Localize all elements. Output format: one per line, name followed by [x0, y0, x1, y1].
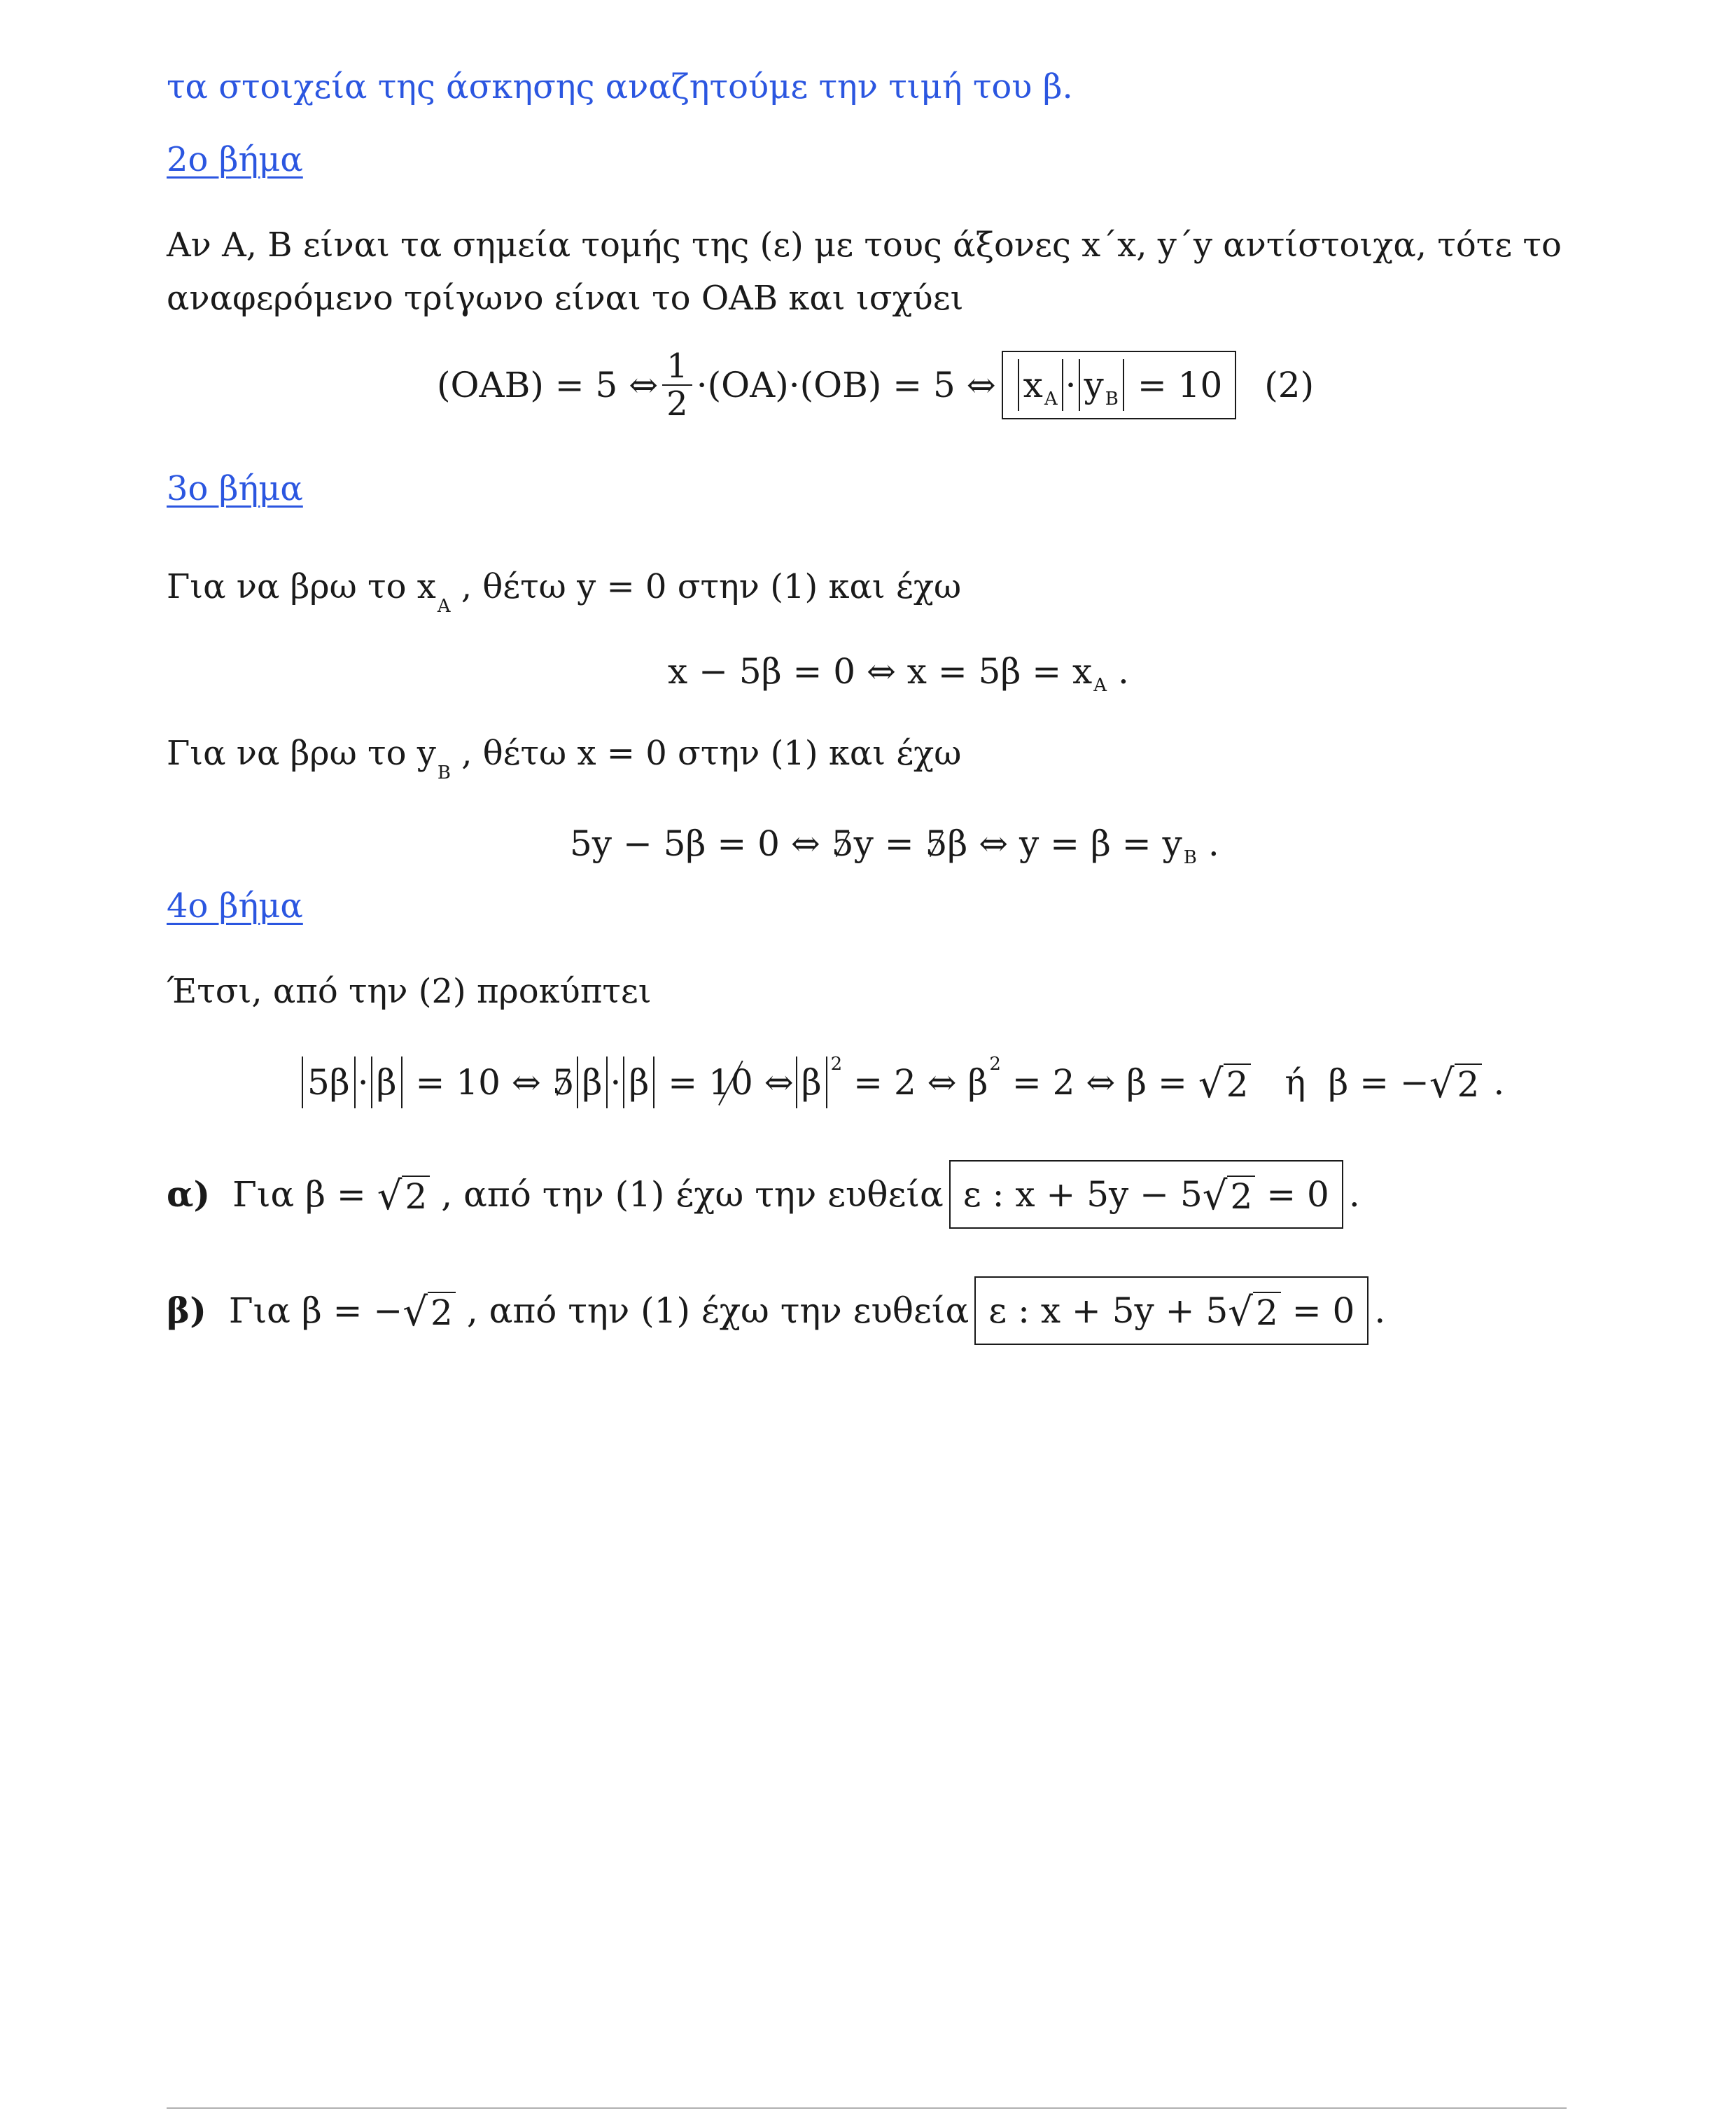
step2-eq-mid: ·(ΟΑ)·(ΟΒ) = 5 ⇔	[696, 365, 996, 405]
step3-line2-sub: B	[437, 762, 451, 783]
abs-b3	[623, 1056, 654, 1108]
yb-var: y	[1084, 365, 1104, 405]
abs-yb	[1079, 359, 1124, 411]
step3-eq2-cancel2: 5	[925, 819, 948, 868]
eq-part5: = 2 ⇔ β =	[1011, 1062, 1187, 1103]
answer-b-boxed	[974, 1276, 1368, 1345]
abs-b4-text: β	[801, 1062, 822, 1103]
step2-equation	[437, 346, 1314, 424]
sqrt2-radicand: 2	[1455, 1064, 1483, 1104]
step3-eq1	[668, 647, 1129, 696]
box-rhs: = 10	[1137, 365, 1223, 405]
answer-b	[167, 1276, 1385, 1346]
step2-boxed-result	[1002, 351, 1237, 419]
footer-rule	[167, 2107, 1567, 2109]
step3-line2-b: , θέτω x = 0 στην (1) και έχω	[461, 734, 962, 773]
step3-line1-b: , θέτω y = 0 στην (1) και έχω	[461, 567, 962, 606]
answer-a	[167, 1159, 1360, 1229]
answer-b-sqrt-radicand: 2	[428, 1292, 456, 1332]
abs-b1	[371, 1056, 402, 1108]
step2-frac-den: 2	[666, 384, 688, 424]
step4-line1: Έτσι, από την (2) προκύπτει	[167, 972, 652, 1011]
answer-b-label: β)	[167, 1290, 206, 1331]
eq-end: .	[1493, 1062, 1505, 1103]
step2-heading: 2ο βήμα	[167, 140, 303, 179]
answer-a-box-b: = 0	[1266, 1174, 1329, 1215]
answer-a-text-a: Για β =	[232, 1174, 366, 1215]
eq-part3: ⇔	[764, 1062, 794, 1103]
xa-var: x	[1023, 365, 1043, 405]
answer-b-box-sqrt-radicand: 2	[1253, 1292, 1281, 1332]
step3-heading: 3ο βήμα	[167, 469, 303, 508]
step3-eq2-b: y =	[853, 823, 914, 864]
answer-b-text-a: Για β = −	[228, 1290, 403, 1331]
step3-line2-a: Για να βρω το y	[167, 734, 436, 773]
answer-a-end: .	[1348, 1174, 1360, 1215]
step2-eq-left: (ΟΑΒ) = 5 ⇔	[437, 365, 659, 405]
step3-eq2-c: β ⇔ y = β = y	[947, 823, 1182, 864]
step3-line1-sub: A	[437, 596, 451, 617]
answer-a-sqrt: √ 2	[377, 1173, 430, 1216]
step2-fraction	[662, 348, 692, 422]
step3-line2	[167, 732, 962, 783]
abs-b3-text: β	[629, 1062, 650, 1103]
abs-b2-text: β	[582, 1062, 603, 1103]
eq-sup1: 2	[830, 1054, 843, 1075]
answer-a-box-a: ε : x + 5y − 5	[962, 1174, 1203, 1215]
answer-b-box-b: = 0	[1292, 1290, 1355, 1331]
abs-5b-text: 5β	[307, 1062, 350, 1103]
step3-eq2-a: 5y − 5β = 0 ⇔	[570, 823, 820, 864]
step3-eq1-text: x − 5β = 0 ⇔ x = 5β = x	[668, 651, 1093, 692]
eq-or: ή	[1284, 1062, 1306, 1103]
eq-sup2: 2	[989, 1054, 1001, 1075]
intro-line: τα στοιχεία της άσκησης αναζητούμε την τιμή του β.	[167, 67, 1073, 106]
answer-a-sqrt-radicand: 2	[402, 1176, 430, 1216]
yb-sub: B	[1105, 389, 1119, 410]
step4-equation	[300, 1049, 1504, 1116]
answer-a-box-sqrt: √ 2	[1203, 1173, 1256, 1216]
step4-heading: 4ο βήμα	[167, 886, 303, 926]
answer-a-boxed	[949, 1160, 1343, 1229]
xa-sub: A	[1044, 389, 1058, 410]
step2-frac-num: 1	[662, 348, 692, 386]
step3-eq1-sub: A	[1093, 675, 1107, 696]
eq-part1: = 10 ⇔	[415, 1062, 541, 1103]
abs-b4	[796, 1056, 827, 1108]
answer-b-box-a: ε : x + 5y + 5	[988, 1290, 1228, 1331]
step2-text-line2: αναφερόμενο τρίγωνο είναι το ΟΑΒ και ισχύει	[167, 279, 964, 318]
step3-eq2-cancel1: 5	[832, 819, 854, 868]
answer-b-sqrt: √ 2	[402, 1289, 456, 1332]
eq-dot1: ·	[357, 1062, 369, 1103]
eq-part4: = 2 ⇔ β	[853, 1062, 988, 1103]
box-dot: ·	[1065, 365, 1077, 405]
abs-xa	[1018, 359, 1063, 411]
step3-line1	[167, 566, 962, 617]
step3-eq1-end: .	[1118, 651, 1129, 692]
step2-text-line1: Αν Α, Β είναι τα σημεία τομής της (ε) με τους άξονες x΄x, y΄y αντίστοιχα, τότε το	[167, 225, 1562, 265]
answer-a-box-sqrt-radicand: 2	[1227, 1176, 1255, 1216]
step3-eq2	[570, 819, 1219, 868]
eq-dot2: ·	[610, 1062, 622, 1103]
abs-5b	[302, 1056, 356, 1108]
eq-cancel2: 10	[708, 1058, 753, 1107]
abs-b1-text: β	[376, 1062, 397, 1103]
answer-b-box-sqrt: √ 2	[1228, 1289, 1281, 1332]
sqrt1-radicand: 2	[1224, 1064, 1252, 1104]
answer-b-end: .	[1374, 1290, 1386, 1331]
answer-a-label: α)	[167, 1173, 211, 1215]
sqrt1: √ 2	[1198, 1061, 1252, 1104]
step3-eq2-sub: B	[1183, 847, 1197, 868]
step3-line1-a: Για να βρω το x	[167, 567, 436, 606]
answer-b-text-b: , από την (1) έχω την ευθεία	[466, 1290, 969, 1331]
step3-eq2-end: .	[1208, 823, 1219, 864]
abs-b2	[577, 1056, 608, 1108]
step2-eq-tag: (2)	[1264, 365, 1315, 405]
answer-a-text-b: , από την (1) έχω την ευθεία	[441, 1174, 944, 1215]
eq-part2: =	[668, 1062, 698, 1103]
eq-cancel1: 5	[552, 1058, 575, 1107]
eq-part6: β = −	[1328, 1062, 1429, 1103]
sqrt2: √ 2	[1429, 1061, 1483, 1104]
